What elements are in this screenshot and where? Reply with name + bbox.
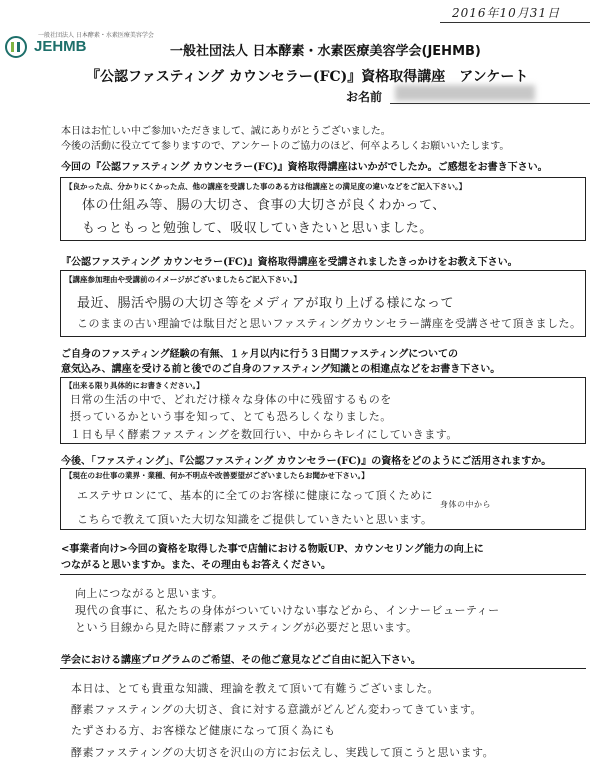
logo-name: JEHMB: [34, 38, 87, 55]
question-2: 『公認ファスティング カウンセラー(FC)』資格取得講座を受講されましたきっかけをお教え下さい。: [61, 257, 518, 268]
question-3: ご自身のファスティング経験の有無、１ヶ月以内に行う３日間ファスティングについての: [61, 349, 458, 360]
answer-6-line: たずさわる方、お客様など健康になって頂く為にも: [71, 724, 336, 737]
answer-6-line: 酵素ファスティングの大切さ、食に対する意識がどんどん変わってきています。: [71, 703, 483, 716]
question-4-hint: 【現在のお仕事の業界・業種、何か不明点や改善要望がございましたらお聞かせ下さい。】: [65, 471, 369, 480]
date-underline: [440, 22, 590, 23]
answer-box-5-top: [60, 574, 586, 575]
answer-5-line: 現代の食事に、私たちの身体がついていけない事などから、インナービューティー: [75, 604, 500, 617]
date-written: 2016年10月31日: [452, 6, 561, 20]
redacted-name: [395, 85, 535, 101]
question-4: 今後、「ファスティング」、『公認ファスティング カウンセラー(FC)』の資格をどのようにご活用されますか。: [61, 456, 552, 467]
name-label: お名前: [346, 90, 383, 104]
answer-6-line: 本日は、とても貴重な知識、理論を教えて頂いて有難うございました。: [71, 682, 439, 695]
answer-2-line: 最近、腸活や腸の大切さ等をメディアが取り上げる様になって: [77, 296, 454, 311]
form-title: 『公認ファスティング カウンセラー(FC)』資格取得講座 アンケート: [86, 69, 529, 85]
organization-name: 一般社団法人 日本酵素・水素医療美容学会(JEHMB): [170, 44, 481, 59]
name-underline: [390, 103, 590, 104]
answer-box-6-top: [60, 668, 586, 669]
answer-5-line: 向上につながると思います。: [75, 587, 224, 600]
question-1-hint: 【良かった点、分かりにくかった点、他の講座を受講した事のある方は他講座との満足度の違いなどをご記入下さい。】: [65, 182, 467, 191]
question-2-hint: 【講座参加理由や受講前のイメージがございましたらご記入下さい。】: [65, 275, 302, 284]
question-3: 意気込み、講座を受ける前と後でのご自身のファスティング知識との相違点などをお書き下さい。: [61, 364, 501, 375]
jehmb-logo-icon: [5, 36, 31, 58]
answer-4-line: こちらで教えて頂いた大切な知識をご提供していきたいと思います。: [77, 513, 433, 526]
question-1: 今回の『公認ファスティング カウンセラー(FC)』資格取得講座はいかがでしたか。ご感想をお書き下さい。: [61, 162, 548, 173]
question-5: <事業者向け>今回の資格を取得した事で店舗における物販UP、カウンセリング能力の向上に: [61, 544, 484, 555]
question-5: つながると思いますか。また、その理由もお答えください。: [61, 560, 331, 571]
answer-4-line: エステサロンにて、基本的に全てのお客様に健康になって頂くために: [77, 489, 434, 502]
answer-6-line: 酵素ファスティングの大切さを沢山の方にお伝えし、実践して頂こうと思います。: [71, 746, 495, 759]
answer-1-line: もっともっと勉強して、吸収していきたいと思いました。: [82, 221, 433, 236]
intro-line: 今後の活動に役立てて参りますので、アンケートのご協力のほど、何卒よろしくお願いいたします。: [61, 141, 510, 152]
answer-2-line: このままの古い理論では駄目だと思いファスティングカウンセラー講座を受講させて頂きました。: [77, 317, 582, 330]
question-3-hint: 【出来る限り具体的にお書きください。】: [65, 381, 204, 390]
question-6: 学会における講座プログラムのご希望、その他ご意見などご自由に記入下さい。: [61, 655, 421, 666]
logo-subtitle: 一般社団法人 日本酵素・水素医療美容学会: [38, 32, 154, 39]
answer-1-line: 体の仕組み等、腸の大切さ、食事の大切さが良くわかって、: [82, 198, 446, 213]
answer-5-line: という目線から見た時に酵素ファスティングが必要だと思います。: [75, 621, 418, 634]
answer-3-line: 摂っているかという事を知って、とても恐ろしくなりました。: [70, 410, 392, 423]
intro-line: 本日はお忙しい中ご参加いただきまして、誠にありがとうございました。: [61, 126, 391, 137]
answer-3-line: １日も早く酵素ファスティングを数回行い、中からキレイにしていきます。: [70, 428, 458, 441]
answer-4-insert: 身体の中から: [440, 500, 491, 509]
answer-3-line: 日常の生活の中で、どれだけ様々な身体の中に残留するものを: [70, 393, 392, 406]
